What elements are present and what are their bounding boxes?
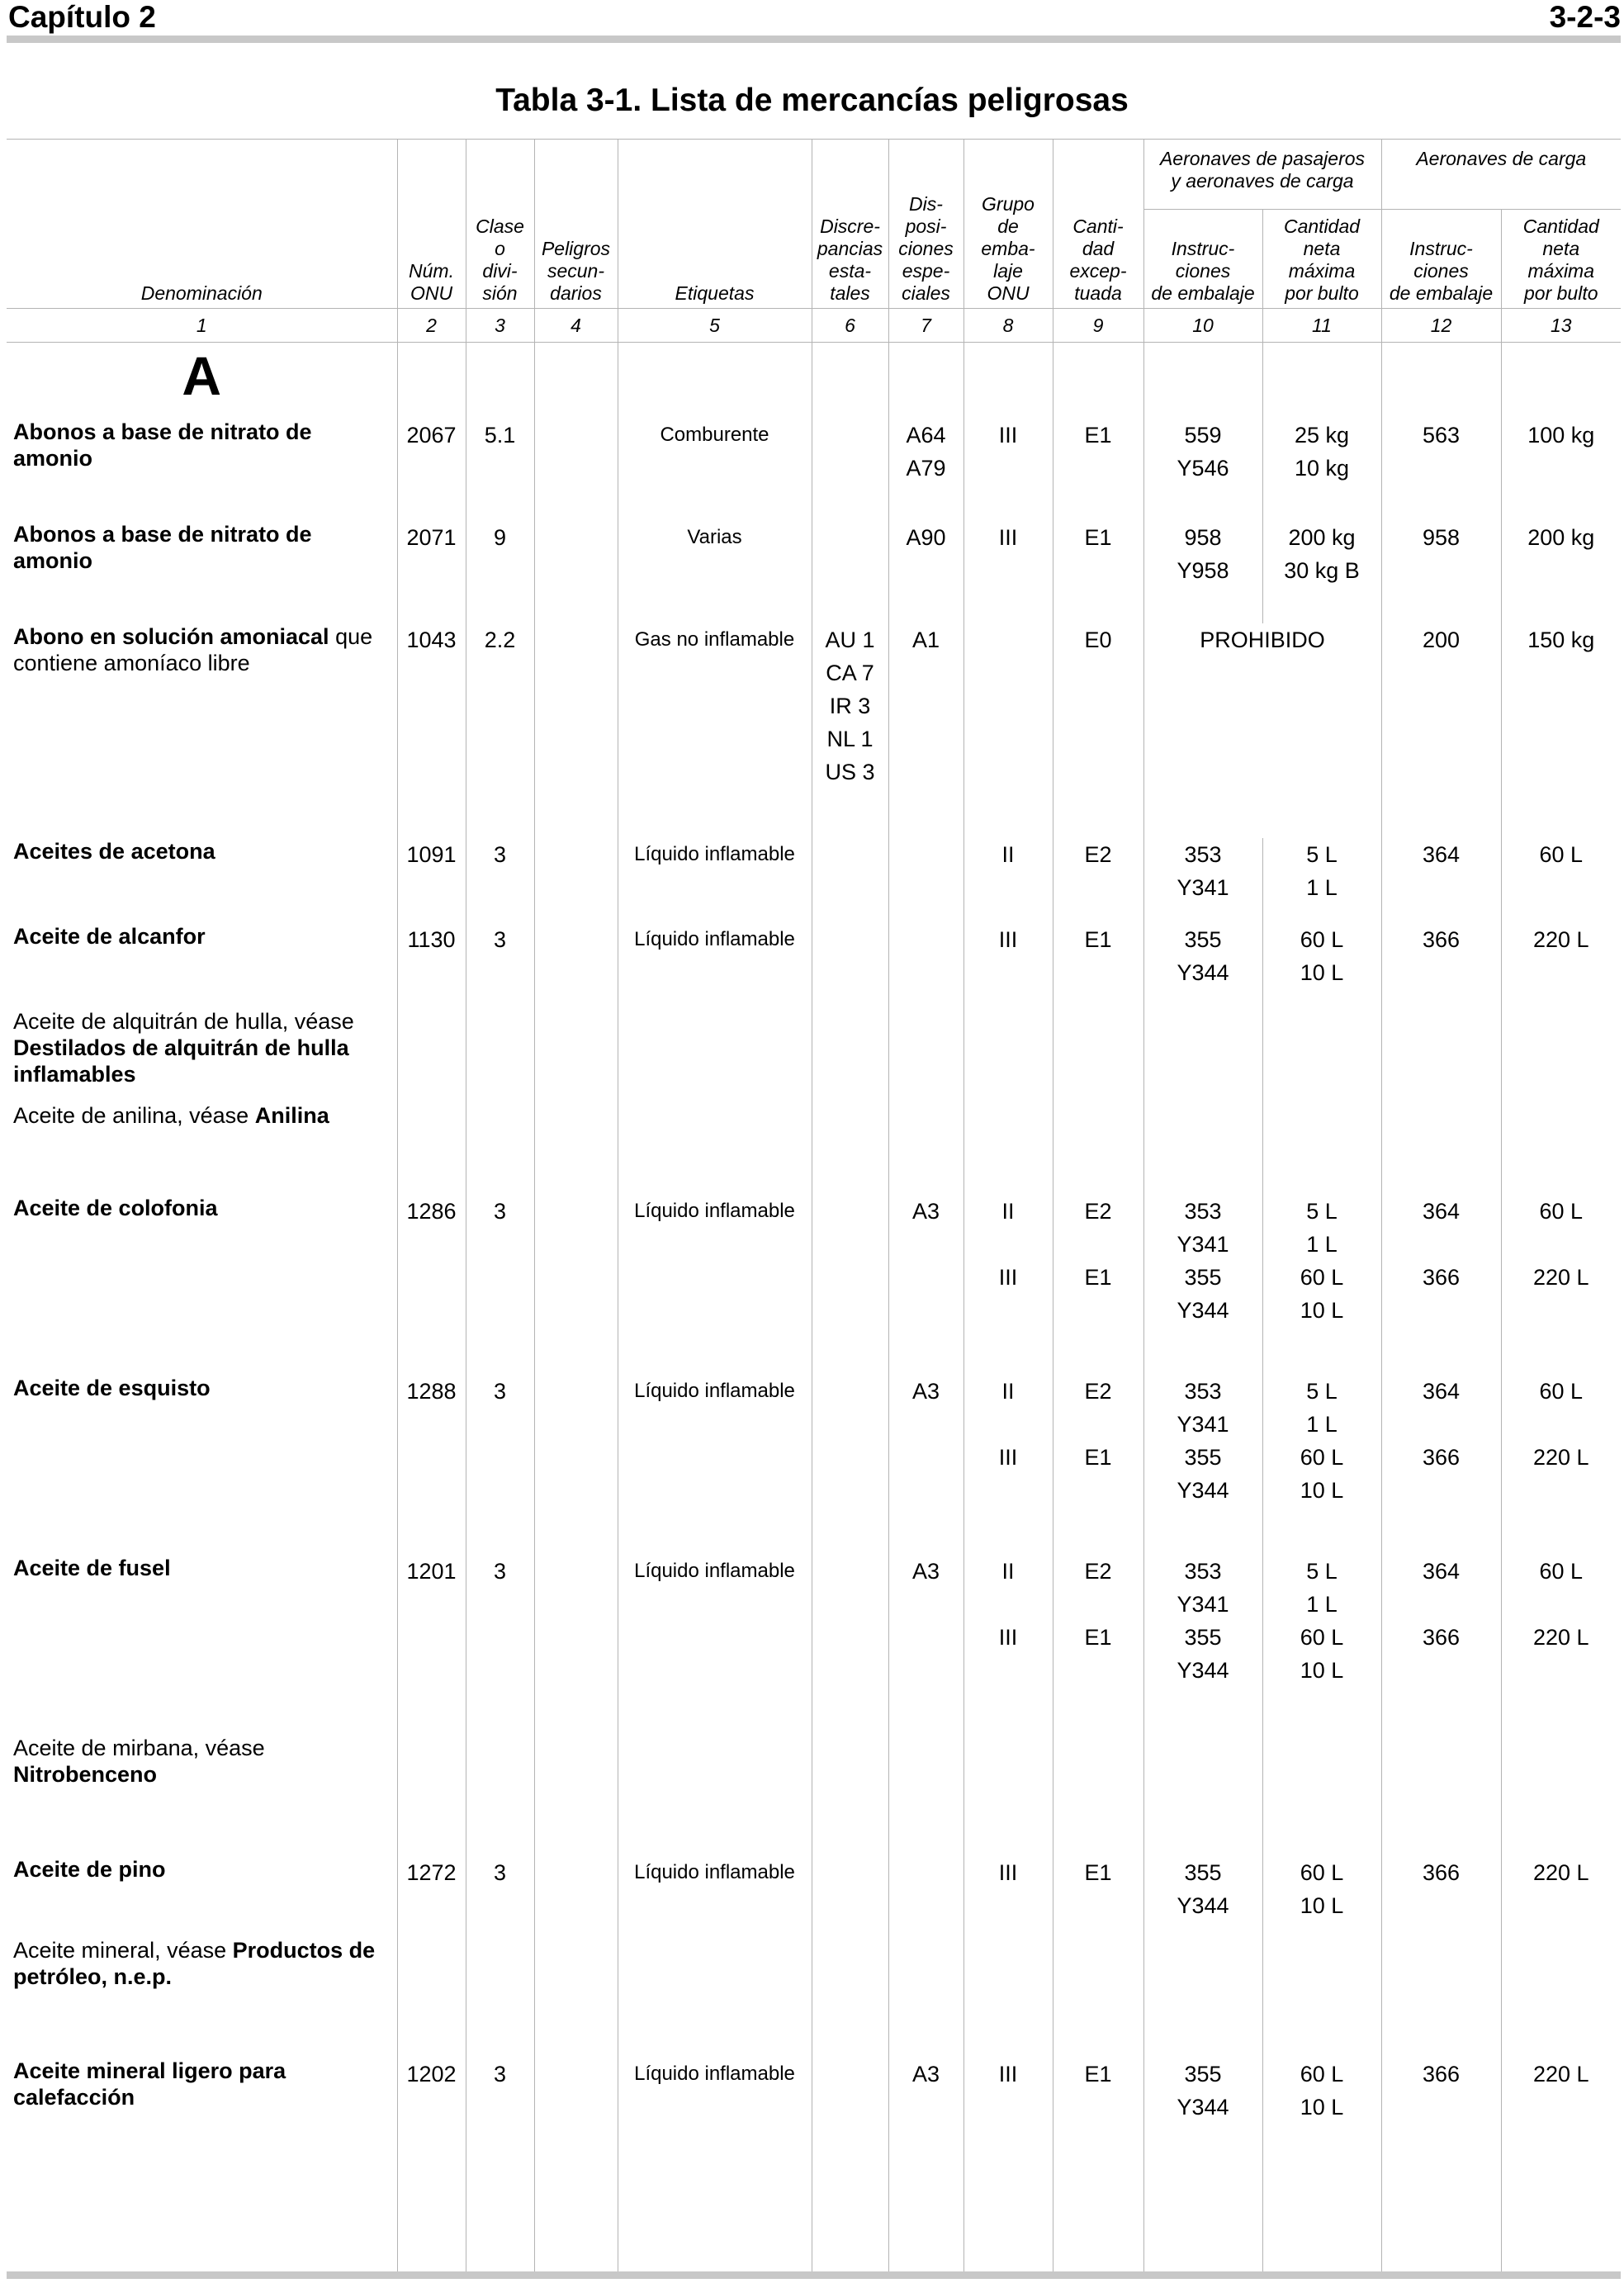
- un-number-cell: 1091: [397, 838, 466, 923]
- forbidden-text: PROHIBIDO: [1200, 627, 1325, 652]
- see-reference-text: Aceite de anilina, véase: [13, 1102, 255, 1128]
- un-number-cell: 1272: [397, 1856, 466, 1937]
- pax-max-quantity-cell: 60 L 10 L: [1262, 1856, 1381, 1937]
- denominacion-cell: [7, 1856, 397, 1937]
- denominacion-cell: [7, 521, 397, 623]
- un-number-cell: [397, 1735, 466, 1856]
- un-number-cell: [397, 1102, 466, 1195]
- state-variation-cell: [812, 923, 888, 1008]
- cargo-max-quantity-cell: [1501, 1008, 1621, 1102]
- see-reference-text: Aceite de alquitrán de hulla, véase: [13, 1008, 354, 1034]
- pax-max-quantity-cell: 5 L 1 L 60 L 10 L: [1262, 1555, 1381, 1735]
- pax-packing-instruction-cell: 353 Y341: [1143, 838, 1262, 923]
- group-header-pasajeros: Aeronaves de pasajeros y aeronaves de carga: [1143, 140, 1381, 210]
- cargo-packing-instruction-cell: 366: [1381, 923, 1501, 1008]
- col-header-instrucciones-carga: Instruc- ciones de embalaje: [1381, 210, 1501, 309]
- col-header-peligros: Peligros secun- darios: [534, 140, 618, 309]
- pax-packing-instruction-cell: 559 Y546: [1143, 419, 1262, 521]
- column-number: 11: [1262, 309, 1381, 343]
- subsidiary-hazard-cell: [534, 1375, 618, 1555]
- cargo-max-quantity-cell: 150 kg: [1501, 623, 1621, 838]
- label-cell: Líquido inflamable: [618, 1375, 812, 1555]
- pax-packing-instruction-cell: [1143, 1008, 1262, 1102]
- packing-group-cell: III: [964, 2058, 1053, 2277]
- class-cell: 3: [466, 838, 534, 923]
- excepted-quantity-cell: E1: [1053, 923, 1143, 1008]
- table-row: [7, 2058, 1621, 2277]
- special-provision-cell: A3: [888, 1375, 964, 1555]
- column-number-row: [7, 309, 1621, 343]
- packing-group-cell: III: [964, 419, 1053, 521]
- state-variation-cell: [812, 419, 888, 521]
- pax-packing-instruction-cell: [1143, 1735, 1262, 1856]
- section-letter: A: [7, 343, 397, 419]
- cargo-packing-instruction-cell: [1381, 1735, 1501, 1856]
- column-number: 9: [1053, 309, 1143, 343]
- table-row: [7, 1735, 1621, 1856]
- un-number-cell: 1286: [397, 1195, 466, 1375]
- col-header-etiquetas: Etiquetas: [618, 140, 812, 309]
- shipping-name-qualifier: que contiene amoníaco libre: [13, 623, 373, 675]
- state-variation-cell: [812, 521, 888, 623]
- excepted-quantity-cell: [1053, 1937, 1143, 2058]
- subsidiary-hazard-cell: [534, 923, 618, 1008]
- proper-shipping-name: Aceite mineral ligero para calefacción: [13, 2058, 286, 2110]
- denominacion-cell: [7, 1375, 397, 1555]
- table-title: Tabla 3-1. Lista de mercancías peligrosas: [495, 83, 1129, 118]
- excepted-quantity-cell: [1053, 1008, 1143, 1102]
- packing-group-cell: III: [964, 923, 1053, 1008]
- pax-max-quantity-cell: [1262, 1102, 1381, 1195]
- see-reference-text: Aceite de mirbana, véase: [13, 1735, 265, 1760]
- cargo-packing-instruction-cell: [1381, 1937, 1501, 2058]
- proper-shipping-name: Aceite de alcanfor: [13, 923, 206, 949]
- packing-group-cell: [964, 1937, 1053, 2058]
- dangerous-goods-table: [7, 139, 1621, 2277]
- denominacion-cell: [7, 623, 397, 838]
- pax-max-quantity-cell: [1262, 1008, 1381, 1102]
- col-header-num-onu: Núm. ONU: [397, 140, 466, 309]
- pax-packing-instruction-cell: 353 Y341 355 Y344: [1143, 1195, 1262, 1375]
- class-cell: 9: [466, 521, 534, 623]
- see-reference-target: Anilina: [254, 1102, 329, 1128]
- label-cell: Líquido inflamable: [618, 1555, 812, 1735]
- packing-group-cell: II III: [964, 1195, 1053, 1375]
- un-number-cell: 1202: [397, 2058, 466, 2277]
- column-number: 4: [534, 309, 618, 343]
- un-number-cell: [397, 1008, 466, 1102]
- subsidiary-hazard-cell: [534, 1735, 618, 1856]
- state-variation-cell: [812, 1856, 888, 1937]
- special-provision-cell: A64 A79: [888, 419, 964, 521]
- special-provision-cell: A3: [888, 2058, 964, 2277]
- cargo-max-quantity-cell: 60 L: [1501, 838, 1621, 923]
- pax-packing-instruction-cell: [1143, 1937, 1262, 2058]
- proper-shipping-name: Aceite de esquisto: [13, 1375, 211, 1400]
- un-number-cell: 2067: [397, 419, 466, 521]
- excepted-quantity-cell: [1053, 1735, 1143, 1856]
- see-reference-target: Productos de petróleo, n.e.p.: [13, 1937, 376, 1989]
- state-variation-cell: [812, 2058, 888, 2277]
- packing-group-cell: [964, 1735, 1053, 1856]
- state-variation-cell: [812, 1375, 888, 1555]
- column-number: 7: [888, 309, 964, 343]
- cargo-packing-instruction-cell: 364 366: [1381, 1555, 1501, 1735]
- table-row: [7, 838, 1621, 923]
- col-header-grupo-embalaje: Grupo de emba- laje ONU: [964, 140, 1053, 309]
- class-cell: [466, 1102, 534, 1195]
- proper-shipping-name: Aceite de pino: [13, 1856, 166, 1882]
- cargo-packing-instruction-cell: 366: [1381, 2058, 1501, 2277]
- cargo-max-quantity-cell: [1501, 1102, 1621, 1195]
- table-row: [7, 1195, 1621, 1375]
- cargo-packing-instruction-cell: 366: [1381, 1856, 1501, 1937]
- denominacion-cell: [7, 1195, 397, 1375]
- cargo-max-quantity-cell: [1501, 1937, 1621, 2058]
- column-number: 10: [1143, 309, 1262, 343]
- table-row: [7, 1856, 1621, 1937]
- pax-packing-instruction-cell: 958 Y958: [1143, 521, 1262, 623]
- column-number: 2: [397, 309, 466, 343]
- state-variation-cell: [812, 1555, 888, 1735]
- table-row: [7, 1555, 1621, 1735]
- pax-max-quantity-cell: 200 kg 30 kg B: [1262, 521, 1381, 623]
- cargo-max-quantity-cell: 220 L: [1501, 1856, 1621, 1937]
- subsidiary-hazard-cell: [534, 1195, 618, 1375]
- pax-max-quantity-cell: [1262, 1937, 1381, 2058]
- un-number-cell: 1043: [397, 623, 466, 838]
- label-cell: Comburente: [618, 419, 812, 521]
- proper-shipping-name: Abonos a base de nitrato de amonio: [13, 419, 312, 471]
- un-number-cell: 1288: [397, 1375, 466, 1555]
- proper-shipping-name: Aceites de acetona: [13, 838, 215, 864]
- page-number: 3-2-3: [1549, 0, 1621, 34]
- col-header-instrucciones-pax: Instruc- ciones de embalaje: [1143, 210, 1262, 309]
- special-provision-cell: [888, 1735, 964, 1856]
- special-provision-cell: A3: [888, 1555, 964, 1735]
- label-cell: Varias: [618, 521, 812, 623]
- proper-shipping-name: Aceite de fusel: [13, 1555, 171, 1580]
- special-provision-cell: A1: [888, 623, 964, 838]
- excepted-quantity-cell: E2 E1: [1053, 1555, 1143, 1735]
- un-number-cell: 1130: [397, 923, 466, 1008]
- class-cell: 3: [466, 1195, 534, 1375]
- packing-group-cell: II III: [964, 1555, 1053, 1735]
- see-reference-target: Nitrobenceno: [13, 1761, 158, 1787]
- special-provision-cell: A3: [888, 1195, 964, 1375]
- column-number: 6: [812, 309, 888, 343]
- subsidiary-hazard-cell: [534, 1555, 618, 1735]
- table-header: [7, 140, 1621, 343]
- label-cell: [618, 1008, 812, 1102]
- state-variation-cell: [812, 1102, 888, 1195]
- special-provision-cell: [888, 1102, 964, 1195]
- label-cell: Líquido inflamable: [618, 923, 812, 1008]
- cargo-max-quantity-cell: 60 L 220 L: [1501, 1195, 1621, 1375]
- un-number-cell: 2071: [397, 521, 466, 623]
- label-cell: Líquido inflamable: [618, 1856, 812, 1937]
- denominacion-cell: [7, 1555, 397, 1735]
- excepted-quantity-cell: E1: [1053, 419, 1143, 521]
- excepted-quantity-cell: E2: [1053, 838, 1143, 923]
- state-variation-cell: [812, 1195, 888, 1375]
- pax-max-quantity-cell: 60 L 10 L: [1262, 923, 1381, 1008]
- special-provision-cell: A90: [888, 521, 964, 623]
- excepted-quantity-cell: E2 E1: [1053, 1375, 1143, 1555]
- col-header-discrepancias: Discre- pancias esta- tales: [812, 140, 888, 309]
- denominacion-cell: [7, 1937, 397, 2058]
- cargo-packing-instruction-cell: [1381, 1008, 1501, 1102]
- label-cell: Líquido inflamable: [618, 1195, 812, 1375]
- cargo-max-quantity-cell: 220 L: [1501, 923, 1621, 1008]
- cargo-max-quantity-cell: [1501, 1735, 1621, 1856]
- subsidiary-hazard-cell: [534, 1856, 618, 1937]
- label-cell: Líquido inflamable: [618, 838, 812, 923]
- denominacion-cell: [7, 2058, 397, 2277]
- table-row: [7, 521, 1621, 623]
- table-row: [7, 923, 1621, 1008]
- label-cell: [618, 1937, 812, 2058]
- excepted-quantity-cell: E1: [1053, 1856, 1143, 1937]
- label-cell: Líquido inflamable: [618, 2058, 812, 2277]
- special-provision-cell: [888, 923, 964, 1008]
- pax-max-quantity-cell: [1262, 1735, 1381, 1856]
- proper-shipping-name: Abonos a base de nitrato de amonio: [13, 521, 312, 573]
- cargo-max-quantity-cell: 200 kg: [1501, 521, 1621, 623]
- col-header-cantidad-exceptuada: Canti- dad excep- tuada: [1053, 140, 1143, 309]
- subsidiary-hazard-cell: [534, 838, 618, 923]
- denominacion-cell: [7, 838, 397, 923]
- packing-group-cell: [964, 623, 1053, 838]
- denominacion-cell: [7, 923, 397, 1008]
- chapter-title: Capítulo 2: [8, 0, 156, 34]
- special-provision-cell: [888, 838, 964, 923]
- column-number: 3: [466, 309, 534, 343]
- pax-packing-instruction-cell: 353 Y341 355 Y344: [1143, 1555, 1262, 1735]
- pax-max-quantity-cell: 5 L 1 L 60 L 10 L: [1262, 1375, 1381, 1555]
- cargo-packing-instruction-cell: 364 366: [1381, 1375, 1501, 1555]
- excepted-quantity-cell: E2 E1: [1053, 1195, 1143, 1375]
- denominacion-cell: [7, 1102, 397, 1195]
- cargo-packing-instruction-cell: 958: [1381, 521, 1501, 623]
- table-row: [7, 1102, 1621, 1195]
- pax-max-quantity-cell: 25 kg 10 kg: [1262, 419, 1381, 521]
- page-header: [7, 0, 1621, 43]
- col-header-disposiciones: Dis- posi- ciones espe- ciales: [888, 140, 964, 309]
- class-cell: [466, 1937, 534, 2058]
- excepted-quantity-cell: E1: [1053, 521, 1143, 623]
- packing-group-cell: II: [964, 838, 1053, 923]
- subsidiary-hazard-cell: [534, 623, 618, 838]
- class-cell: [466, 1735, 534, 1856]
- special-provision-cell: [888, 1856, 964, 1937]
- class-cell: 3: [466, 1856, 534, 1937]
- un-number-cell: [397, 1937, 466, 2058]
- excepted-quantity-cell: E1: [1053, 2058, 1143, 2277]
- subsidiary-hazard-cell: [534, 419, 618, 521]
- subsidiary-hazard-cell: [534, 1937, 618, 2058]
- group-header-carga: Aeronaves de carga: [1381, 140, 1621, 210]
- see-reference-text: Aceite mineral, véase: [13, 1937, 233, 1963]
- class-cell: 2.2: [466, 623, 534, 838]
- table-row: [7, 419, 1621, 521]
- subsidiary-hazard-cell: [534, 2058, 618, 2277]
- table-row: [7, 1008, 1621, 1102]
- class-cell: [466, 1008, 534, 1102]
- excepted-quantity-cell: E0: [1053, 623, 1143, 838]
- column-number: 13: [1501, 309, 1621, 343]
- table-row: [7, 1375, 1621, 1555]
- label-cell: Gas no inflamable: [618, 623, 812, 838]
- packing-group-cell: II III: [964, 1375, 1053, 1555]
- special-provision-cell: [888, 1008, 964, 1102]
- subsidiary-hazard-cell: [534, 521, 618, 623]
- packing-group-cell: [964, 1102, 1053, 1195]
- label-cell: [618, 1735, 812, 1856]
- subsidiary-hazard-cell: [534, 1008, 618, 1102]
- pax-max-quantity-cell: 5 L 1 L: [1262, 838, 1381, 923]
- excepted-quantity-cell: [1053, 1102, 1143, 1195]
- state-variation-cell: [812, 1735, 888, 1856]
- class-cell: 5.1: [466, 419, 534, 521]
- class-cell: 3: [466, 1555, 534, 1735]
- cargo-packing-instruction-cell: 364 366: [1381, 1195, 1501, 1375]
- table-row: [7, 623, 1621, 838]
- pax-packing-instruction-cell: 355 Y344: [1143, 1856, 1262, 1937]
- cargo-max-quantity-cell: 60 L 220 L: [1501, 1375, 1621, 1555]
- denominacion-cell: [7, 1735, 397, 1856]
- cargo-packing-instruction-cell: 563: [1381, 419, 1501, 521]
- cargo-max-quantity-cell: 60 L 220 L: [1501, 1555, 1621, 1735]
- table-row: [7, 1937, 1621, 2058]
- packing-group-cell: [964, 1008, 1053, 1102]
- proper-shipping-name: Aceite de colofonia: [13, 1195, 218, 1220]
- packing-group-cell: III: [964, 521, 1053, 623]
- pax-packing-instruction-cell: 353 Y341 355 Y344: [1143, 1375, 1262, 1555]
- col-header-denominacion: Denominación: [7, 140, 397, 309]
- pax-max-quantity-cell: 60 L 10 L: [1262, 2058, 1381, 2277]
- bottom-rule: [7, 2271, 1621, 2279]
- pax-packing-instruction-cell: [1143, 1102, 1262, 1195]
- column-number: 12: [1381, 309, 1501, 343]
- passenger-aircraft-forbidden: [1143, 623, 1381, 838]
- column-number: 1: [7, 309, 397, 343]
- class-cell: 3: [466, 923, 534, 1008]
- state-variation-cell: [812, 1937, 888, 2058]
- cargo-max-quantity-cell: 220 L: [1501, 2058, 1621, 2277]
- pax-packing-instruction-cell: 355 Y344: [1143, 2058, 1262, 2277]
- denominacion-cell: [7, 419, 397, 521]
- cargo-max-quantity-cell: 100 kg: [1501, 419, 1621, 521]
- cargo-packing-instruction-cell: 200: [1381, 623, 1501, 838]
- col-header-cantidad-carga: Cantidad neta máxima por bulto: [1501, 210, 1621, 309]
- subsidiary-hazard-cell: [534, 1102, 618, 1195]
- class-cell: 3: [466, 1375, 534, 1555]
- state-variation-cell: AU 1 CA 7 IR 3 NL 1 US 3: [812, 623, 888, 838]
- special-provision-cell: [888, 1937, 964, 2058]
- cargo-packing-instruction-cell: [1381, 1102, 1501, 1195]
- pax-max-quantity-cell: 5 L 1 L 60 L 10 L: [1262, 1195, 1381, 1375]
- table-body: [7, 343, 1621, 2277]
- state-variation-cell: [812, 838, 888, 923]
- section-letter-row: [7, 343, 1621, 419]
- col-header-cantidad-pax: Cantidad neta máxima por bulto: [1262, 210, 1381, 309]
- see-reference-target: Destilados de alquitrán de hulla inflamables: [13, 1035, 349, 1087]
- packing-group-cell: III: [964, 1856, 1053, 1937]
- pax-packing-instruction-cell: 355 Y344: [1143, 923, 1262, 1008]
- cargo-packing-instruction-cell: 364: [1381, 838, 1501, 923]
- col-header-clase: Clase o divi- sión: [466, 140, 534, 309]
- proper-shipping-name: Abono en solución amoniacal: [13, 623, 329, 649]
- un-number-cell: 1201: [397, 1555, 466, 1735]
- state-variation-cell: [812, 1008, 888, 1102]
- label-cell: [618, 1102, 812, 1195]
- denominacion-cell: [7, 1008, 397, 1102]
- column-number: 8: [964, 309, 1053, 343]
- class-cell: 3: [466, 2058, 534, 2277]
- column-number: 5: [618, 309, 812, 343]
